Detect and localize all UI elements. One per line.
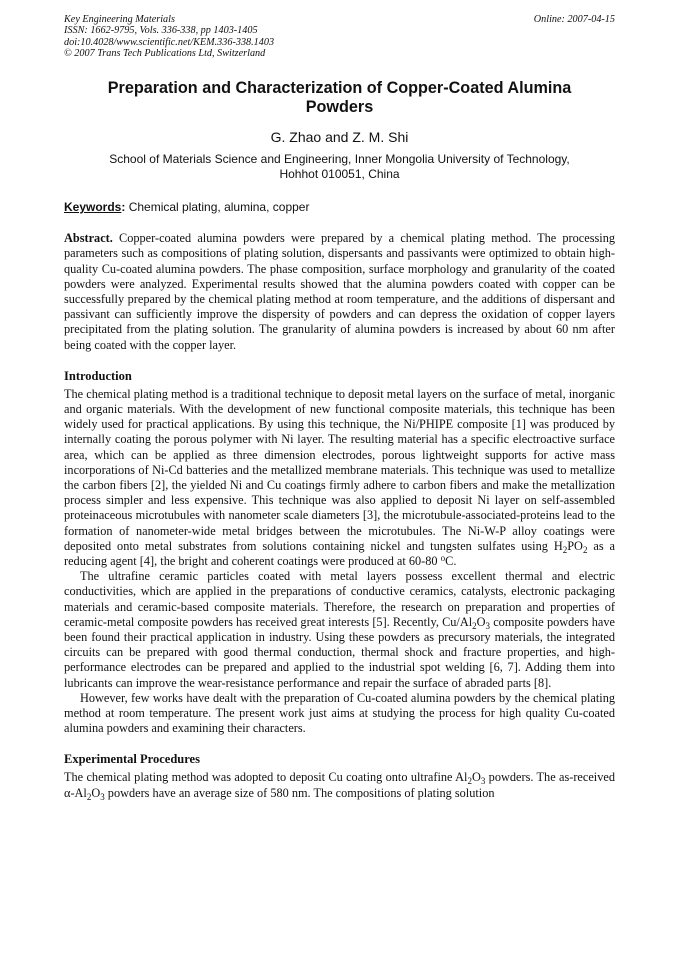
exp-p1-sub-2: 2 [467,776,472,787]
exp-p1-sub-2b: 2 [86,791,92,802]
intro-p1-sub-b: 2 [582,544,588,555]
journal-doi: doi:10.4028/www.scientific.net/KEM.336-338.1403 [64,36,275,48]
intro-p2-formula-cual: Cu/Al [442,614,473,629]
affiliation [64,152,615,182]
intro-p2-formula-o: O [476,614,486,629]
degree-sign: o [440,553,446,564]
journal-issn: ISSN: 1662-9795, Vols. 336-338, pp 1403-1405 [64,25,258,37]
intro-p1-formula-po: PO [567,538,583,553]
affiliation-line-2: Hohhot 010051, China [279,167,400,182]
exp-p1-text-b: powders. The as-received α-Al [64,770,615,800]
abstract-text: Copper-coated alumina powders were prepared by a chemical plating method. The processing parameters such as compositions of plating solution, dispersants and passivants were optimized to obtain high-quality Cu-coated alumina powders. The phase composition, surface morphology and granularity of the coated powders were analyzed. Experimental results showed that the alumina powders coated with copper can be successfully prepared by the chemical plating method at room temperature, and the additions of dispersant and passivant can sufficiently improve the dispersity of powders and can depress the oxidation of copper layers precipitated from the plating solution. The granularity of alumina powders is increased by about 60 nm after being coated with the copper layer. [64,231,615,352]
intro-p1-formula-h: H [553,538,563,553]
introduction-paragraph-2 [64,569,615,691]
intro-p1-sub: 2 [562,544,568,555]
journal-header [64,14,615,59]
keywords [64,200,615,215]
exp-p1-sub-3b: 3 [100,791,105,802]
intro-p2-sub-2: 2 [472,620,477,631]
journal-name: Key Engineering Materials [64,14,175,25]
intro-p2-sub-3: 3 [485,620,491,631]
intro-p1-text-a: The chemical plating method is a traditional technique to deposit metal layers on the surface of metal, inorganic and organic materials. With the development of new functional composite materials, this technique has been widely used for practical applications. By using this technique, the Ni/PHIPE composite [1] was produced by internally coating the porous polymer with Ni layer. The resulting material has a specific electroactive surface area, which can be applied as three dimension electrodes, porous lightweight supports for active mass incorporations of Ni-Cd batteries and the metallized membrane materials. This technique was used to metallize the carbon fibers [2], the yielded Ni and Cu coatings firmly adhere to carbon fibers and make the metallization process simpler and less expensive. This technique was also applied to deposit Ni layer on self-assembled proteinaceous microtubules with nanometer scale diameters [3], the microtubule-associated-proteins lead to the formation of nanometer-wide metal bridges between the microtubules. The Ni-W-P alloy coatings were deposited onto metal substrates from solutions containing nickel and tungsten sulfates using [64,386,615,553]
exp-p1-text-c: powders have an average size of 580 nm. The compositions of plating solution [104,785,495,800]
paper-title: Preparation and Characterization of Copper-Coated Alumina Powders [107,79,572,117]
keywords-text: Chemical plating, alumina, copper [125,200,310,215]
abstract [64,231,615,353]
exp-p1-text-a: The chemical plating method was adopted to deposit Cu coating onto ultrafine Al [64,770,468,785]
experimental-heading: Experimental Procedures [64,752,200,767]
keywords-colon: : [121,200,126,215]
intro-p1-text-c: C. [445,554,457,569]
introduction-heading: Introduction [64,368,132,383]
exp-p1-formula-o: O [471,770,481,785]
intro-p2-text-b: composite powders have been found their practical application in industry. Using these powders as precursory materials, the integrated circuits can be prepared with good thermal conduction, thermal shock and fracture properties, and high-performance electrodes can be prepared and applied to the industrial spot welding [6, 7]. Adding them into lubricants can improve the wear-resistance performance and repair the surface of abraded parts [8]. [64,614,615,690]
exp-p1-sub-3: 3 [480,776,486,787]
journal-copyright: © 2007 Trans Tech Publications Ltd, Switzerland [64,47,266,59]
authors: G. Zhao and Z. M. Shi [270,129,409,146]
introduction-paragraph-3: However, few works have dealt with the preparation of Cu-coated alumina powders by the chemical plating method at room temperature. The present work just aims at studying the process for high quality Cu-coated alumina powders and examining their characters. [64,690,615,736]
online-date: Online: 2007-04-15 [533,14,615,25]
paper-page [64,14,615,801]
abstract-label: Abstract. [64,231,113,246]
experimental-paragraph-1 [64,770,615,800]
intro-p2-text-a: The ultrafine ceramic particles coated with metal layers possess excellent thermal and electric conductivities, which are applied in the preparations of conductive ceramics, catalysts, electronic packaging materials and ceramic-based composite materials. Therefore, the research on preparation and properties of ceramic-metal composite powders has received great interests [5]. Recently, [64,569,615,629]
introduction-paragraph-1 [64,387,615,569]
intro-p1-text-b: as a reducing agent [4], the bright and coherent coatings were produced at 60-80 [64,538,615,569]
exp-p1-formula-ob: O [91,785,101,800]
affiliation-line-1: School of Materials Science and Engineering, Inner Mongolia University of Technology, [109,152,570,167]
keywords-label: Keywords [64,200,122,215]
